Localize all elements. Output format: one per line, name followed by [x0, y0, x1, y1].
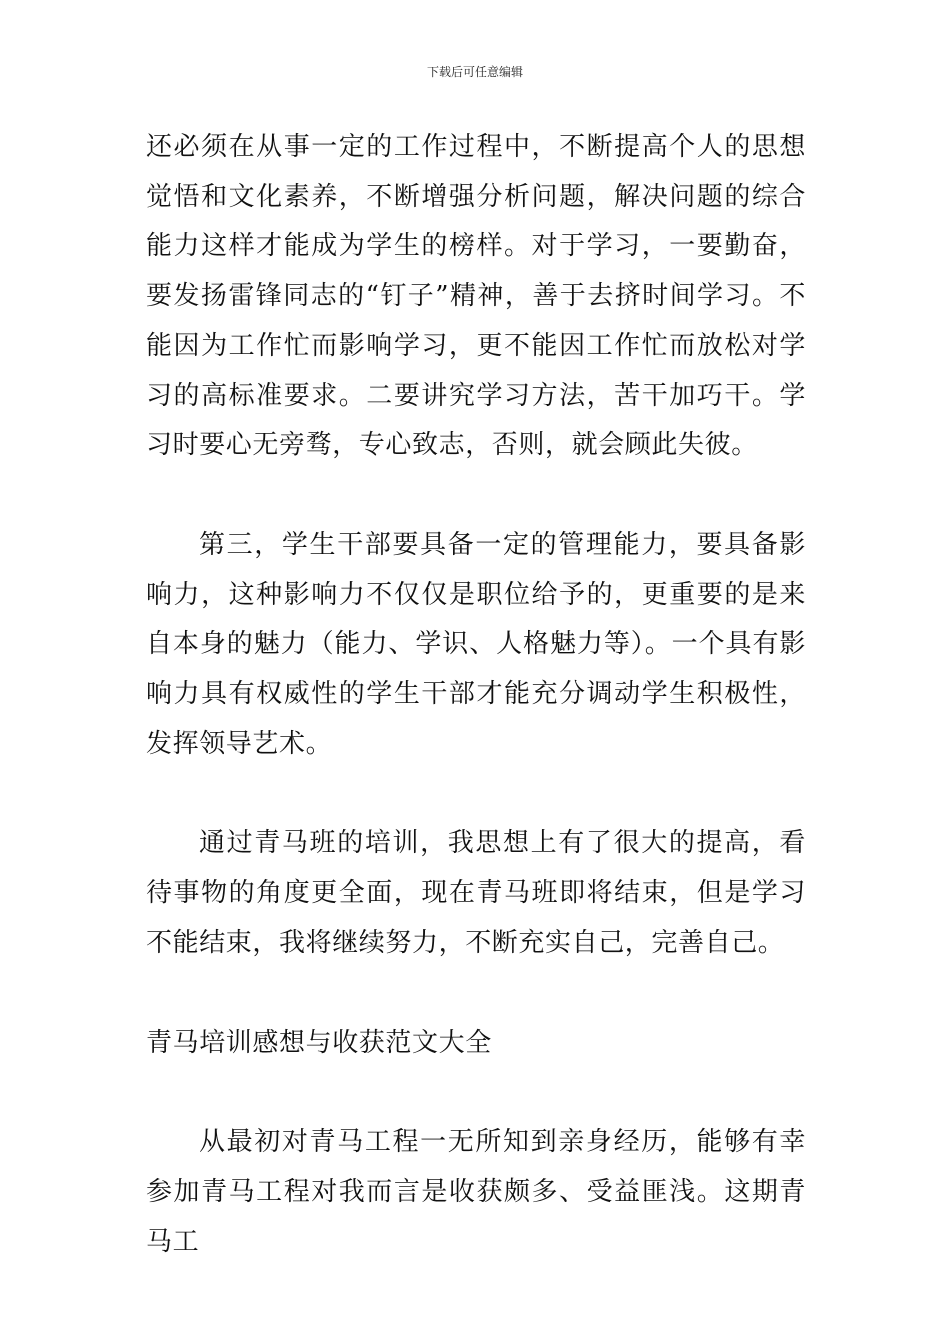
paragraph-introduction: 从最初对青马工程一无所知到亲身经历，能够有幸参加青马工程对我而言是收获颇多、受益匪浅。这期青马工: [146, 1127, 806, 1257]
paragraph-gap: [146, 969, 806, 1019]
document-body: [146, 123, 806, 1267]
header-note: 下载后可任意编辑: [426, 65, 523, 79]
paragraph-gap: [146, 471, 806, 521]
paragraph-gap: [146, 1068, 806, 1118]
section-heading: 青马培训感想与收获范文大全: [146, 1027, 492, 1058]
paragraph-training-summary: 通过青马班的培训，我思想上有了很大的提高，看待事物的角度更全面，现在青马班即将结束，但是学习不能结束，我将继续努力，不断充实自己，完善自己。: [146, 828, 806, 958]
paragraph-management-ability: 第三，学生干部要具备一定的管理能力，要具备影响力，这种影响力不仅仅是职位给予的，更重要的是来自本身的魅力（能力、学识、人格魅力等）。一个具有影响力具有权威性的学生干部才能充分调动学生积极性，发挥领导艺术。: [146, 529, 806, 759]
paragraph-study-methods: 还必须在从事一定的工作过程中，不断提高个人的思想觉悟和文化素养，不断增强分析问题，解决问题的综合能力这样才能成为学生的榜样。对于学习，一要勤奋，要发扬雷锋同志的“钉子”精神，善于去挤时间学习。不能因为工作忙而影响学习，更不能因工作忙而放松对学习的高标准要求。二要讲究学习方法，苦干加巧干。学习时要心无旁骛，专心致志，否则，就会顾此失彼。: [146, 132, 806, 461]
paragraph-gap: [146, 769, 806, 819]
